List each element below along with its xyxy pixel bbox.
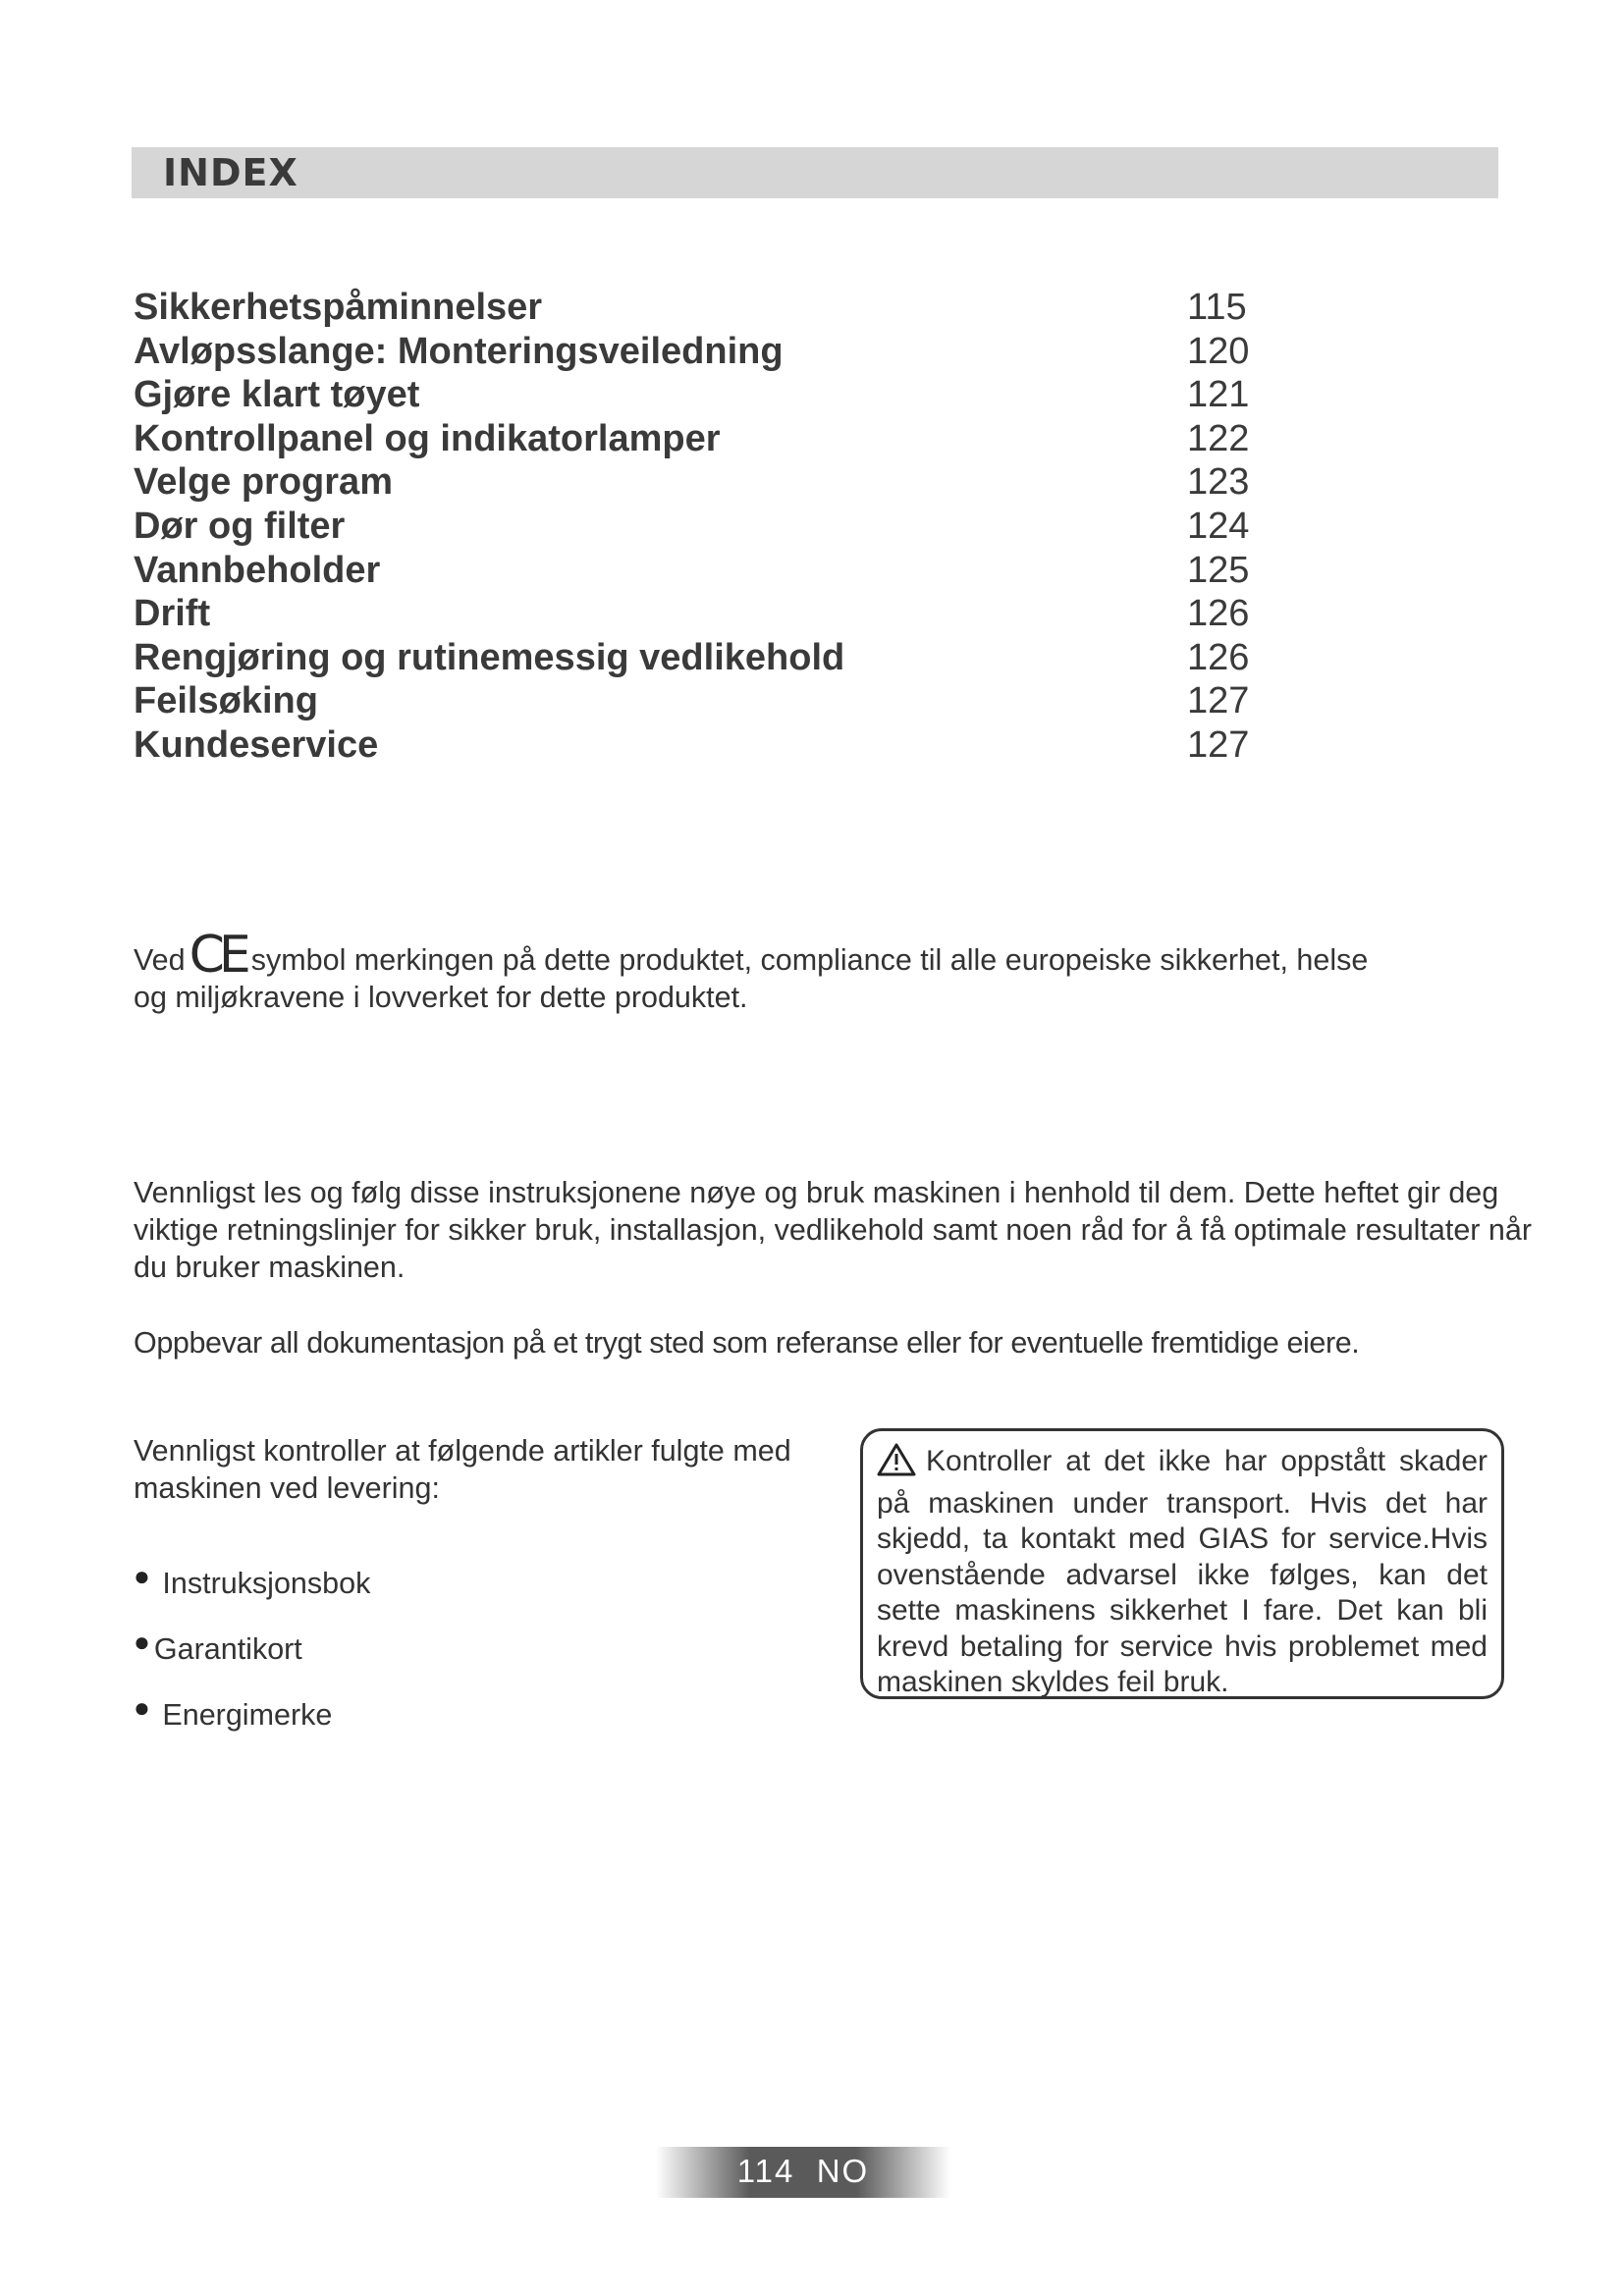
- storage-paragraph: Oppbevar all dokumentasjon på et trygt sted som referanse eller for eventuelle fremtidige eiere.: [134, 1326, 1360, 1360]
- toc-title: Kontrollpanel og indikatorlamper: [134, 417, 721, 459]
- toc-row[interactable]: [134, 418, 1253, 462]
- toc-title: Avløpsslange: Monteringsveiledning: [134, 330, 784, 372]
- toc-row[interactable]: [134, 374, 1253, 418]
- toc-page-number: 124: [1187, 505, 1250, 547]
- toc-page-number: 127: [1187, 680, 1250, 722]
- warning-triangle-icon: [877, 1443, 916, 1486]
- toc-title: Kundeservice: [134, 723, 379, 766]
- instructions-paragraph: Vennligst les og følg disse instruksjonene nøye og bruk maskinen i henhold til dem. Dette heftet gir deg viktige retningslinjer for sikker bruk, installasjon, vedlikehold samt noen råd for å få optimale resultater når du bruker maskinen.: [134, 1176, 1533, 1284]
- transport-warning-box: [860, 1428, 1504, 1699]
- toc-page-number: 120: [1187, 330, 1250, 372]
- toc-page-number: 125: [1187, 549, 1250, 591]
- page-footer: [656, 2147, 950, 2198]
- list-item-label: Garantikort: [153, 1632, 302, 1666]
- list-item-label: Energimerke: [162, 1698, 333, 1732]
- warning-text: Kontroller at det ikke har oppstått skader på maskinen under transport. Hvis det har skjedd, ta kontakt med GIAS for service.Hvis ovenstående advarsel ikke følges, kan det sette maskinens sikkerhet I fare. Det kan bli krevd betaling for service hvis problemet med maskinen skyldes feil bruk.: [877, 1445, 1488, 1698]
- toc-row[interactable]: [134, 637, 1253, 681]
- list-item: [134, 1561, 370, 1627]
- toc-row[interactable]: [134, 287, 1253, 331]
- list-item: [134, 1692, 370, 1758]
- toc-page-number: 121: [1187, 374, 1250, 416]
- toc-title: Sikkerhetspåminnelser: [134, 287, 543, 328]
- toc-row[interactable]: [134, 506, 1253, 550]
- delivery-intro: Vennligst kontroller at følgende artikler fulgte med maskinen ved levering:: [134, 1434, 791, 1505]
- ce-mark-icon: CE: [189, 926, 245, 985]
- bullet-icon: ●: [134, 1627, 150, 1657]
- toc-row[interactable]: [134, 680, 1253, 724]
- toc-title: Drift: [134, 593, 211, 635]
- ce-text-line1: symbol merkingen på dette produktet, compliance til alle europeiske sikkerhet, helse: [250, 943, 1369, 977]
- list-item-label: Instruksjonsbok: [162, 1567, 371, 1600]
- toc-title: Velge program: [134, 461, 393, 504]
- toc-title: Vannbeholder: [134, 549, 381, 591]
- index-header-bar: [132, 147, 1498, 198]
- toc-page-number: 126: [1187, 593, 1250, 635]
- toc-title: Feilsøking: [134, 680, 318, 722]
- ce-notice: [134, 926, 1547, 1016]
- toc-page-number: 122: [1187, 417, 1250, 459]
- toc-row[interactable]: [134, 724, 1253, 769]
- toc-row[interactable]: [134, 461, 1253, 506]
- bullet-icon: ●: [134, 1692, 150, 1723]
- warning-text-block: [877, 1443, 1488, 1701]
- toc-row[interactable]: [134, 593, 1253, 637]
- toc-page-number: 123: [1187, 461, 1250, 504]
- toc-title: Rengjøring og rutinemessig vedlikehold: [134, 636, 845, 678]
- index-title: INDEX: [163, 151, 298, 194]
- toc-page-number: 115: [1187, 287, 1247, 328]
- delivery-items-list: [134, 1561, 370, 1758]
- bullet-icon: ●: [134, 1561, 150, 1591]
- toc-page-number: 126: [1187, 636, 1250, 678]
- toc-row[interactable]: [134, 550, 1253, 594]
- table-of-contents: [134, 287, 1253, 769]
- toc-page-number: 127: [1187, 723, 1250, 766]
- ce-text-line2: og miljøkravene i lovverket for dette produktet.: [134, 981, 748, 1014]
- list-item: [134, 1627, 370, 1692]
- toc-row[interactable]: [134, 331, 1253, 375]
- toc-title: Dør og filter: [134, 505, 346, 547]
- ce-prefix: Ved: [134, 943, 186, 977]
- toc-title: Gjøre klart tøyet: [134, 374, 420, 416]
- page-number-label: 114 NO: [736, 2153, 870, 2189]
